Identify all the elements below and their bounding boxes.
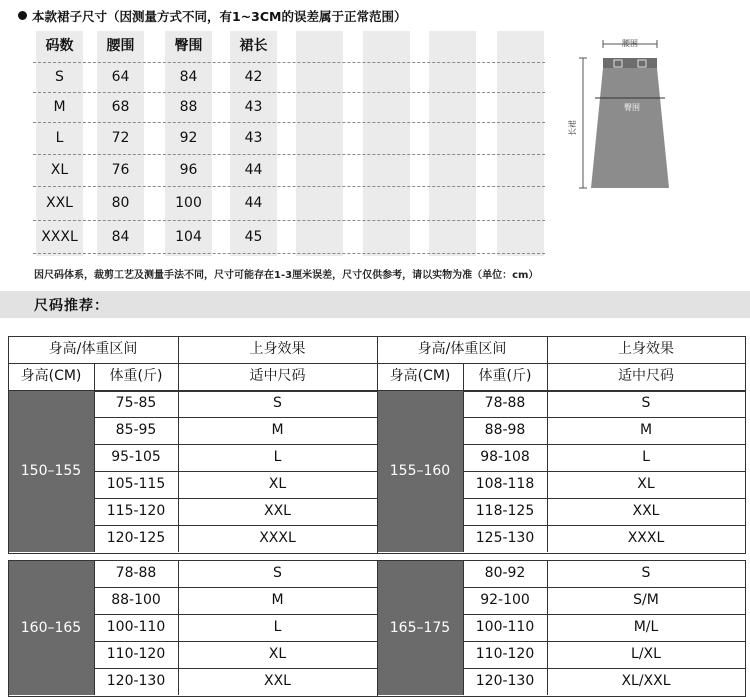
length-cell: 44 <box>244 162 263 178</box>
recommended-size-cell: XXL <box>264 673 291 689</box>
weight-range-cell: 105-115 <box>106 476 166 492</box>
waist-cell: 76 <box>111 162 130 178</box>
weight-range-cell: 80-92 <box>484 565 526 581</box>
weight-range-cell: 110-120 <box>475 646 535 662</box>
hip-cell: 92 <box>179 130 198 146</box>
recommend-section-header <box>0 291 750 318</box>
header-effect: 上身效果 <box>249 341 306 357</box>
bullet-icon <box>18 11 27 20</box>
length-cell: 43 <box>244 99 263 115</box>
empty-column-bg <box>363 31 410 256</box>
size-chart-title <box>18 7 406 25</box>
weight-range-cell: 118-125 <box>475 503 535 519</box>
waist-label: 腰围 <box>622 39 638 48</box>
subheader-weight: 体重(斤) <box>478 368 532 384</box>
recommended-size-cell: L <box>642 449 650 465</box>
header-size: 码数 <box>45 38 74 54</box>
skirt-waistband <box>603 58 657 68</box>
header-effect: 上身效果 <box>618 341 674 357</box>
subheader-height: 身高(CM) <box>389 368 451 384</box>
weight-range-cell: 100-110 <box>475 619 535 635</box>
size-note: 因尺码体系，裁剪工艺及测量手法不同，尺寸可能存在1-3厘米误差，尺寸仅供参考，请以实物为准（单位：cm） <box>34 270 539 281</box>
size-cell: M <box>53 99 66 115</box>
skirt-body <box>591 68 669 188</box>
recommended-size-cell: L/XL <box>631 646 661 662</box>
header-range: 身高/体重区间 <box>417 341 507 357</box>
weight-range-cell: 115-120 <box>106 503 166 519</box>
waist-cell: 68 <box>111 99 130 115</box>
recommended-size-cell: M <box>639 422 653 438</box>
recommended-size-cell: M/L <box>633 619 659 635</box>
waist-cell: 72 <box>111 130 130 146</box>
weight-range-cell: 120-130 <box>475 673 535 689</box>
size-cell: S <box>55 69 64 85</box>
weight-range-cell: 75-85 <box>115 395 157 411</box>
weight-range-cell: 88-98 <box>484 422 526 438</box>
size-chart-title-text: 本款裙子尺寸（因测量方式不同，有1~3CM的误差属于正常范围） <box>32 9 407 24</box>
length-label: 长裙 <box>568 120 577 136</box>
size-cell: XL <box>50 162 69 178</box>
weight-range-cell: 100-110 <box>106 619 166 635</box>
recommended-size-cell: XL <box>637 476 655 492</box>
waist-cell: 80 <box>111 195 130 211</box>
size-cell: L <box>55 130 64 146</box>
height-range-cell: 160–165 <box>8 560 94 695</box>
weight-range-cell: 120-130 <box>106 673 166 689</box>
weight-range-cell: 88-100 <box>111 592 161 608</box>
hip-cell: 104 <box>175 229 202 245</box>
row-divider <box>33 253 545 254</box>
recommended-size-cell: XXXL <box>259 530 296 546</box>
header-waist: 腰围 <box>106 38 135 54</box>
empty-column-bg <box>497 31 544 256</box>
recommended-size-cell: L <box>273 619 282 635</box>
recommended-size-cell: XL/XXL <box>621 673 671 689</box>
length-cell: 43 <box>244 130 263 146</box>
subheader-size: 适中尺码 <box>249 368 306 384</box>
recommended-size-cell: XXXL <box>627 530 665 546</box>
empty-column-bg <box>429 31 476 256</box>
hip-cell: 84 <box>179 69 198 85</box>
weight-range-cell: 92-100 <box>480 592 530 608</box>
waist-cell: 64 <box>111 69 130 85</box>
recommended-size-cell: S <box>641 565 651 581</box>
header-hip: 臀围 <box>174 38 203 54</box>
weight-range-cell: 95-105 <box>111 449 161 465</box>
waist-cell: 84 <box>111 229 130 245</box>
weight-range-cell: 110-120 <box>106 646 166 662</box>
height-range-cell: 165–175 <box>377 560 463 695</box>
length-cell: 42 <box>244 69 263 85</box>
length-cell: 45 <box>244 229 263 245</box>
recommended-size-cell: M <box>271 422 284 438</box>
weight-range-cell: 108-118 <box>475 476 535 492</box>
weight-range-cell: 125-130 <box>475 530 535 546</box>
recommended-size-cell: S <box>273 395 282 411</box>
weight-range-cell: 98-108 <box>480 449 530 465</box>
skirt-diagram <box>565 36 685 196</box>
weight-range-cell: 85-95 <box>115 422 157 438</box>
weight-range-cell: 120-125 <box>106 530 166 546</box>
recommended-size-cell: S/M <box>633 592 659 608</box>
subheader-weight: 体重(斤) <box>109 368 163 384</box>
recommended-size-cell: M <box>271 592 284 608</box>
size-cell: XXL <box>46 195 73 211</box>
header-length: 裙长 <box>239 38 268 54</box>
weight-range-cell: 78-88 <box>484 395 526 411</box>
recommended-size-cell: L <box>273 449 282 465</box>
recommended-size-cell: S <box>641 395 651 411</box>
row-divider <box>33 186 545 187</box>
row-divider <box>33 220 545 221</box>
weight-range-cell: 78-88 <box>115 565 157 581</box>
hip-cell: 88 <box>179 99 198 115</box>
hip-label: 臀围 <box>624 103 640 112</box>
height-range-cell: 150–155 <box>8 390 94 552</box>
size-cell: XXXL <box>41 229 78 245</box>
hip-cell: 100 <box>175 195 202 211</box>
subheader-height: 身高(CM) <box>20 368 82 384</box>
length-cell: 44 <box>244 195 263 211</box>
subheader-size: 适中尺码 <box>618 368 674 384</box>
recommended-size-cell: XL <box>268 476 287 492</box>
recommended-size-cell: XXL <box>632 503 660 519</box>
hip-cell: 96 <box>179 162 198 178</box>
recommended-size-cell: S <box>273 565 282 581</box>
recommend-section-title: 尺码推荐： <box>34 298 109 314</box>
empty-column-bg <box>296 31 343 256</box>
header-range: 身高/体重区间 <box>48 341 138 357</box>
recommended-size-cell: XL <box>268 646 287 662</box>
height-range-cell: 155–160 <box>377 390 463 552</box>
recommended-size-cell: XXL <box>264 503 291 519</box>
